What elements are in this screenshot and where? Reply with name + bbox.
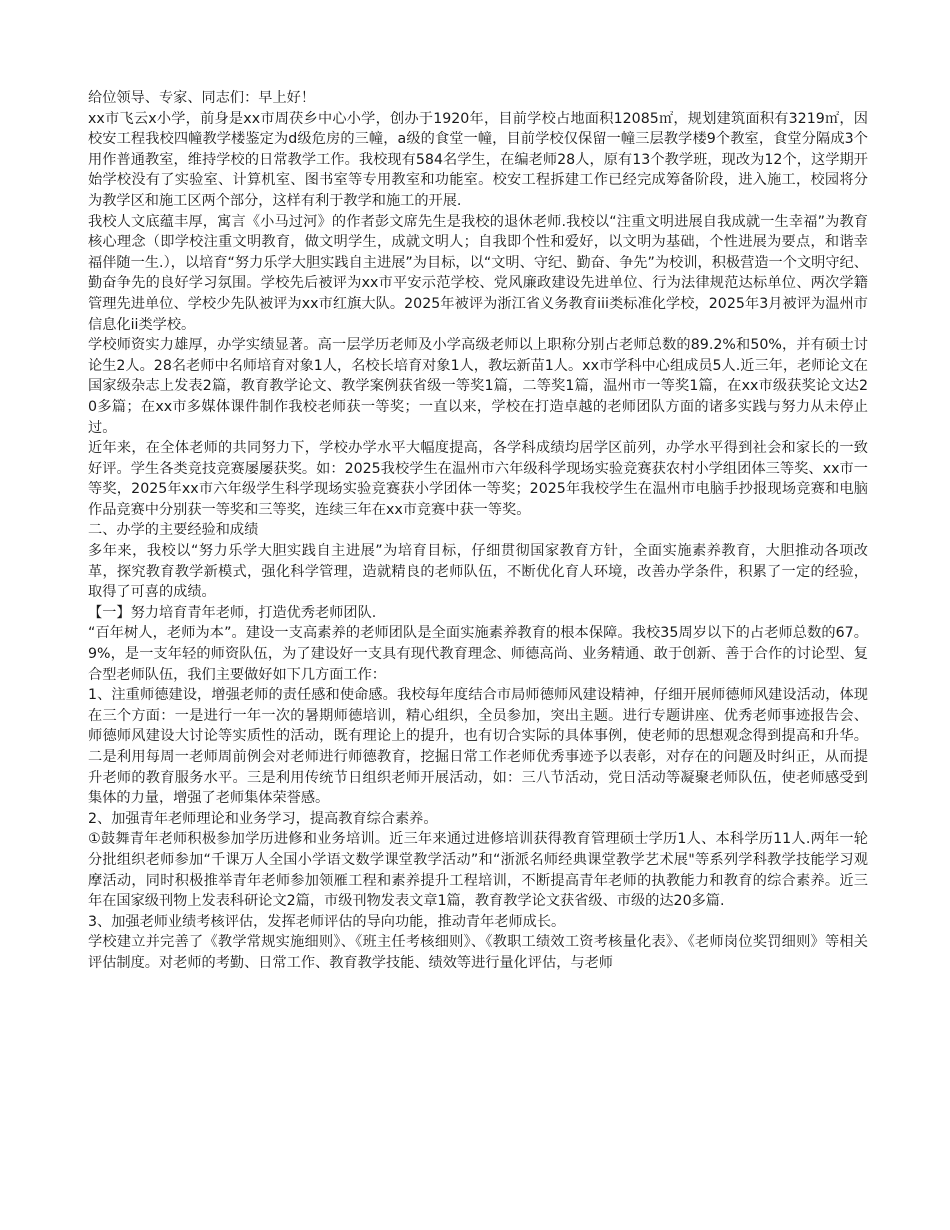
item-heading-performance-review: 3、加强老师业绩考核评估，发挥老师评估的导向功能，推动青年老师成长。 [88, 913, 566, 930]
paragraph-ethics-building: 1、注重师德建设，增强老师的责任感和使命感。我校每年度结合市局师德师风建设精神，仔细开展师德师风建设活动，体现在三个方面：一是进行一年一次的暑期师德培训，精心组织，全员参加，突出主题。进行专题讲座、优秀老师事迹报告会、师德师风建设大讨论等实质性的活动，既有理论上的提升，也有切合实际的具体事例，使老师的思想观念得到提高和升华。二是利用每周一老师周前例会对老师进行师德教育，挖掘日常工作老师优秀事迹予以表彰，对存在的问题及时纠正，从而提升老师的教育服务水平。三是利用传统节日组织老师开展活动，如：三八节活动，党日活动等凝聚老师队伍，使老师感受到集体的力量，增强了老师集体荣誉感。 [88, 687, 868, 807]
section-heading-experience: 二、办学的主要经验和成绩 [88, 522, 259, 539]
paragraph-evaluation-system: 学校建立并完善了《教学常规实施细则》、《班主任考核细则》、《教职工绩效工资考核量化表》、《老师岗位奖罚细则》等相关评估制度。对老师的考勤、日常工作、教育教学技能、绩效等进行量化评估，与老师 [88, 934, 868, 971]
greeting-line: 给位领导、专家、同志们：早上好！ [88, 90, 316, 106]
paragraph-further-training: ①鼓舞青年老师积极参加学历进修和业务培训。近三年来通过进修培训获得教育管理硕士学历1人、本科学历11人.两年一轮分批组织老师参加“千课万人全国小学语文数学课堂教学活动”和“浙派名师经典课堂教学艺术展"等系列学科教学技能学习观摩活动，同时积极推举青年老师参加领雁工程和素养提升工程培训，不断提高青年老师的执教能力和教育的综合素养。近三年在国家级刊物上发表科研论文2篇，市级刊物发表文章1篇，教育教学论文获省级、市级的达20多篇. [88, 831, 868, 910]
paragraph-teacher-foundation: “百年树人，老师为本”。建设一支高素养的老师团队是全面实施素养教育的根本保障。我校35周岁以下的占老师总数的67。9%，是一支年轻的师资队伍，为了建设好一支具有现代教育理念、师德高尚、业务精通、敢于创新、善于合作的讨论型、复合型老师队伍，我们主要做好如下几方面工作： [88, 625, 868, 683]
paragraph-school-culture: 我校人文底蕴丰厚，寓言《小马过河》的作者彭文席先生是我校的退休老师.我校以“注重文明进展自我成就一生幸福”为教育核心理念（即学校注重文明教育，做文明学生，成就文明人；自我即个性和爱好，以文明为基础，个性进展为要点，和谐幸福伴随一生.），以培育“努力乐学大胆实践自主进展”为目标，以“文明、守纪、勤奋、争先”为校训，积极营造一个文明守纪、勤奋争先的良好学习氛围。学校先后被评为xx市平安示范学校、党风廉政建设先进单位、行为法律规范达标单位、两次学籍管理先进单位、学校少先队被评为xx市红旗大队。2025年被评为浙江省义务教育iii类标准化学校，2025年3月被评为温州市信息化ii类学校。 [88, 213, 868, 333]
subsection-heading-teacher-team: 【一】努力培育青年老师，打造优秀老师团队. [88, 604, 377, 621]
item-heading-theory-study: 2、加强青年老师理论和业务学习，提高教育综合素养。 [88, 810, 438, 827]
paragraph-experience-summary: 多年来，我校以“努力乐学大胆实践自主进展”为培育目标，仔细贯彻国家教育方针，全面实施素养教育，大胆推动各项改革，探究教育教学新模式，强化科学管理，造就精良的老师队伍，不断优化育人环境，改善办学条件，积累了一定的经验，取得了可喜的成绩。 [88, 543, 868, 601]
paragraph-achievements: 近年来，在全体老师的共同努力下，学校办学水平大幅度提高，各学科成绩均居学区前列，办学水平得到社会和家长的一致好评。学生各类竞技竞赛屡屡获奖。如：2025我校学生在温州市六年级科学现场实验竞赛获农村小学组团体三等奖、xx市一等奖，2025年xx市六年级学生科学现场实验竞赛获小学团体一等奖；2025年我校学生在温州市电脑手抄报现场竞赛和电脑作品竞赛中分别获一等奖和三等奖，连续三年在xx市竞赛中获一等奖。 [88, 440, 868, 518]
paragraph-school-overview: xx市飞云x小学，前身是xx市周茯乡中心小学，创办于1920年，目前学校占地面积12085㎡，规划建筑面积有3219㎡，因校安工程我校四幢教学楼鉴定为d级危房的三幢，a级的食堂一幢，目前学校仅保留一幢三层教学楼9个教室，食堂分隔成3个用作普通教室，维持学校的日常教学工作。我校现有584名学生，在编老师28人，原有13个教学班，现改为12个，这学期开始学校没有了实验室、计算机室、图书室等专用教室和功能室。校安工程拆建工作已经完成筹备阶段，进入施工，校园将分为教学区和施工区两个部分，这样有利于教学和施工的开展. [88, 110, 868, 209]
paragraph-teaching-staff: 学校师资实力雄厚，办学实绩显著。高一层学历老师及小学高级老师以上职称分别占老师总数的89.2%和50%，并有硕士讨论生2人。28名老师中名师培育对象1人，名校长培育对象1人，教坛新苗1人。xx市学科中心组成员5人.近三年，老师论文在国家级杂志上发表2篇，教育教学论文、教学案例获省级一等奖1篇，二等奖1篇，温州市一等奖1篇，在xx市级获奖论文达20多篇；在xx市多媒体课件制作我校老师获一等奖；一直以来，学校在打造卓越的老师团队方面的诸多实践与努力从未停止过。 [88, 337, 868, 436]
